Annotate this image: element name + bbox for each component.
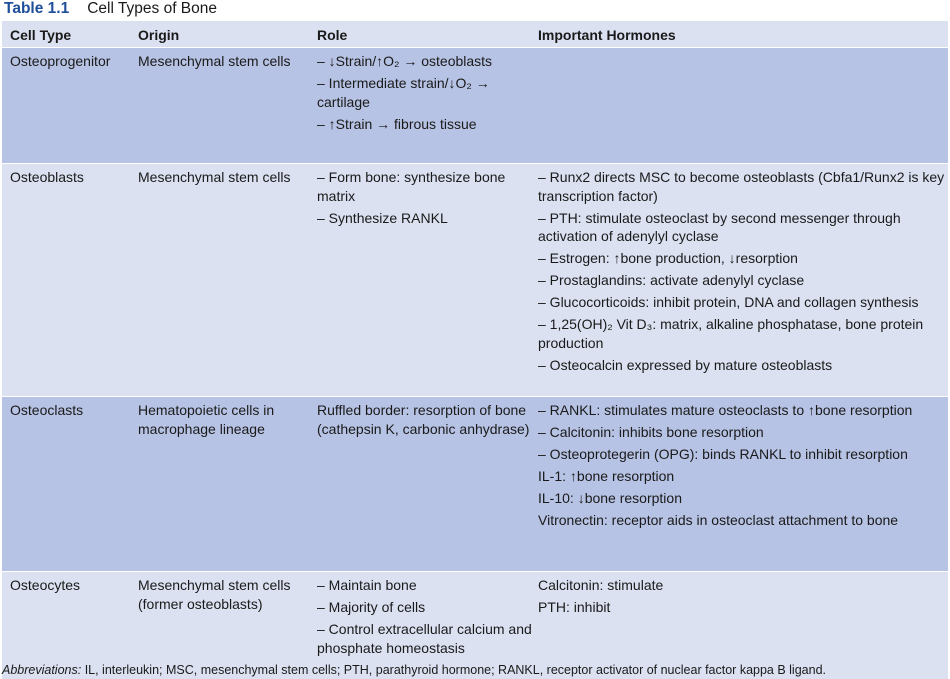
hormone-item: – Osteocalcin expressed by mature osteoblasts (538, 356, 833, 373)
hormone-item: – Calcitonin: inhibits bone resorption (538, 424, 764, 440)
cell-origin: Hematopoietic cells in macrophage lineage (138, 402, 275, 437)
cell-origin: Mesenchymal stem cells (former osteoblasts) (138, 577, 291, 612)
hormone-item: – Runx2 directs MSC to become osteoblasts (Cbfa1/Runx2 is key transcription factor) (538, 169, 945, 204)
hormone-item: – PTH: stimulate osteoclast by second messenger through activation of adenylyl cyclase (538, 209, 901, 244)
table-header-row (2, 21, 948, 47)
table-number: Table 1.1 (4, 0, 70, 17)
hormone-item: IL-1: ↑bone resorption (538, 468, 675, 484)
role-item: – Maintain bone (317, 577, 417, 593)
cell-role (317, 48, 535, 137)
cell-origin: Mesenchymal stem cells (138, 169, 291, 185)
cell-hormones (538, 397, 946, 533)
role-item: – Form bone: synthesize bone matrix (317, 169, 506, 204)
cell-role (317, 397, 535, 442)
cell-types-table (2, 21, 948, 679)
header-role: Role (317, 27, 348, 43)
header-origin: Origin (138, 27, 180, 43)
header-hormones: Important Hormones (538, 27, 676, 43)
cell-role (317, 164, 535, 231)
hormone-item: – Prostaglandins: activate adenylyl cyclase (538, 272, 805, 288)
role-item: Ruffled border: resorption of bone (cathepsin K, carbonic anhydrase) (317, 402, 530, 437)
cell-type: Osteoprogenitor (10, 53, 111, 69)
table-row-osteoclasts (2, 396, 948, 571)
hormone-item: – Estrogen: ↑bone production, ↓resorption (538, 250, 798, 266)
hormone-item: – 1,25(OH)₂ Vit D₃: matrix, alkaline phosphatase, bone protein production (538, 316, 924, 351)
footnote-text: IL, interleukin; MSC, mesenchymal stem cells; PTH, parathyroid hormone; RANKL, receptor activator of nuclear factor kappa B ligand. (81, 663, 826, 677)
role-item: – ↑Strain → fibrous tissue (317, 115, 477, 132)
hormone-item: Calcitonin: stimulate (538, 577, 664, 593)
table-row-osteoblasts (2, 163, 948, 396)
hormone-item: PTH: inhibit (538, 599, 611, 615)
cell-hormones (538, 48, 946, 52)
role-item: – ↓Strain/↑O₂ → osteoblasts (317, 53, 493, 69)
cell-hormones (538, 164, 946, 378)
footnote-label: Abbreviations: (2, 663, 82, 677)
role-item: – Synthesize RANKL (317, 209, 448, 226)
table-row-osteoprogenitor (2, 47, 948, 163)
hormone-item: – RANKL: stimulates mature osteoclasts to ↑bone resorption (538, 402, 913, 418)
role-item: – Majority of cells (317, 599, 426, 615)
cell-origin: Mesenchymal stem cells (138, 53, 291, 69)
hormone-item: – Osteoprotegerin (OPG): binds RANKL to inhibit resorption (538, 446, 908, 462)
hormone-item: IL-10: ↓bone resorption (538, 490, 682, 506)
hormone-item: Vitronectin: receptor aids in osteoclast attachment to bone (538, 512, 899, 528)
hormone-item: – Glucocorticoids: inhibit protein, DNA and collagen synthesis (538, 294, 919, 310)
table-title: Cell Types of Bone (87, 0, 218, 17)
role-item: – Control extracellular calcium and phosphate homeostasis (317, 621, 532, 656)
cell-hormones (538, 572, 946, 620)
cell-role (317, 572, 535, 661)
cell-type: Osteoblasts (10, 169, 84, 185)
role-item: – Intermediate strain/↓O₂ → cartilage (317, 75, 490, 110)
header-cell-type: Cell Type (10, 27, 72, 43)
abbreviations-footnote (2, 662, 826, 678)
cell-type: Osteoclasts (10, 402, 84, 418)
cell-type: Osteocytes (10, 577, 81, 593)
table-caption (4, 0, 217, 20)
